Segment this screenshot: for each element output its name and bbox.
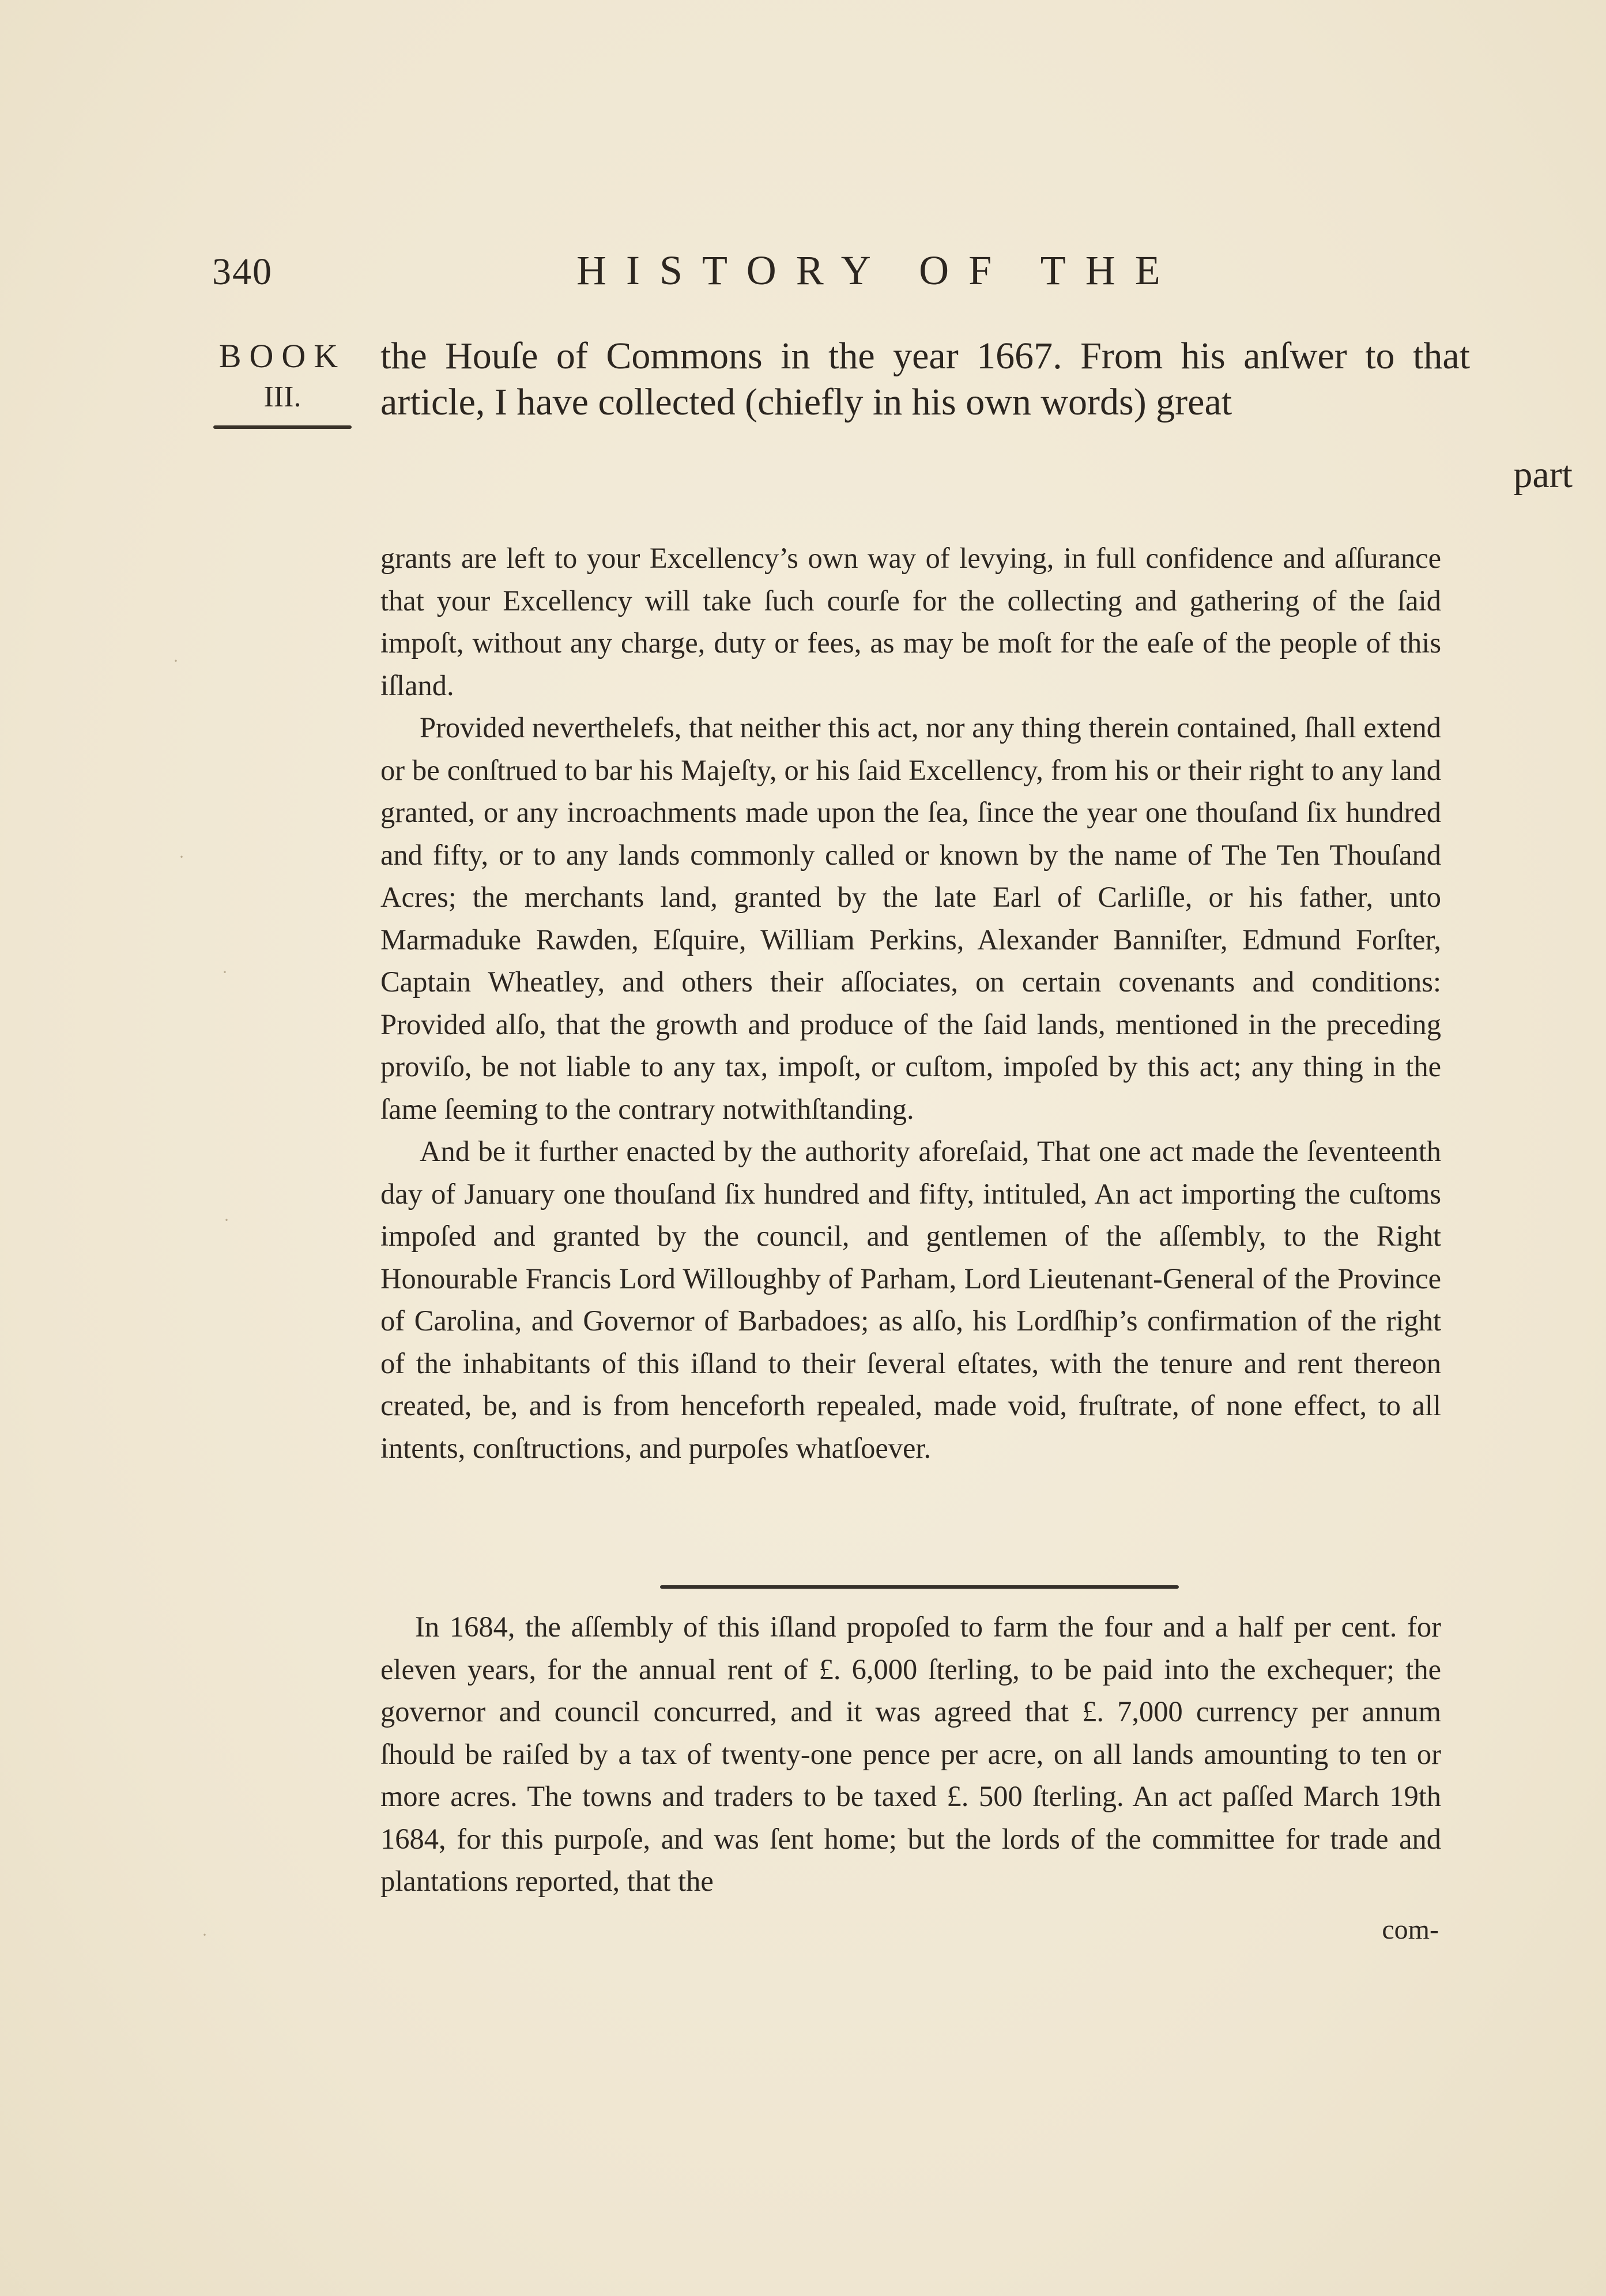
quoted-act-excerpt <box>380 537 1441 1469</box>
section-divider <box>660 1585 1179 1589</box>
page-number: 340 <box>212 251 273 293</box>
paper-speck: · <box>224 1211 229 1230</box>
excerpt-paragraph: And be it further enacted by the authority aforeſaid, That one act made the ſeventeenth day of January one thouſand ſix hundred and fifty, intituled, An act importing the cuſtoms impoſed and granted by the council, and gentlemen of the aſſembly, to the Right Honourable Francis Lord Willoughby of Parham, Lord Lieutenant-General of the Province of Carolina, and Governor of Barbadoes; as alſo, his Lordſhip’s confirmation of the right of the inhabitants of this iſland to their ſeveral eſtates, with the tenure and rent thereon created, be, and is from henceforth repealed, made void, fruſtrate, of none effect, to all intents, conſtructions, and purpoſes whatſoever. <box>380 1135 1441 1464</box>
lead-catchword: part <box>1513 454 1573 496</box>
paper-speck: · <box>173 651 179 670</box>
excerpt-paragraph: grants are left to your Excellency’s own way of levying, in full confidence and aſſurance that your Excellency will take ſuch courſe for the collecting and gathering of the ſaid impoſt, without any charge, duty or fees, as may be moſt for the eaſe of the people of this iſland. <box>380 542 1441 702</box>
excerpt-paragraph: Provided neverthelefs, that neither this act, nor any thing therein contained, ſhall extend or be conſtrued to bar his Majeſty, or his ſaid Excellency, from his or their right to any land granted, or any incroachments made upon the ſea, ſince the year one thouſand ſix hundred and fifty, or to any lands commonly called or known by the name of The Ten Thouſand Acres; the merchants land, granted by the late Earl of Carliſle, or his father, unto Marmaduke Rawden, Eſquire, William Perkins, Alexander Banniſter, Edmund Forſter, Captain Wheatley, and others their aſſociates, on certain covenants and conditions: Provided alſo, that the growth and produce of the ſaid lands, mentioned in the preceding proviſo, be not liable to any tax, impoſt, or cuſtom, impoſed by this act; any thing in the ſame ſeeming to the contrary notwithſtanding. <box>380 711 1441 1125</box>
book-label-rule <box>213 425 352 429</box>
book-word: BOOK <box>218 337 346 375</box>
margin-book-label <box>208 334 357 429</box>
paper-speck: · <box>179 847 184 866</box>
lead-paragraph <box>380 333 1470 425</box>
body-paragraph: In 1684, the aſſembly of this iſland propoſed to farm the four and a half per cent. for eleven years, for the annual rent of £. 6,000 ſterling, to be paid into the exchequer; the governor and council concurred, and it was agreed that £. 7,000 currency per annum ſhould be raiſed by a tax of twenty-one pence per acre, on all lands amounting to ten or more acres. The towns and traders to be taxed £. 500 ſterling. An act paſſed March 19th 1684, for this purpoſe, and was ſent home; but the lords of the committee for trade and plantations reported, that the <box>380 1611 1441 1897</box>
running-head: HISTORY OF THE <box>576 247 1180 293</box>
page-catchword: com- <box>1382 1914 1439 1945</box>
paper-speck: · <box>222 963 228 982</box>
lead-text: the Houſe of Commons in the year 1667. From his anſwer to that article, I have collected (chiefly in his own words) great <box>380 335 1470 423</box>
main-text <box>380 1606 1441 1903</box>
page-header <box>208 242 1476 311</box>
book-number: III. <box>263 380 301 413</box>
paper-speck: · <box>202 1925 208 1944</box>
